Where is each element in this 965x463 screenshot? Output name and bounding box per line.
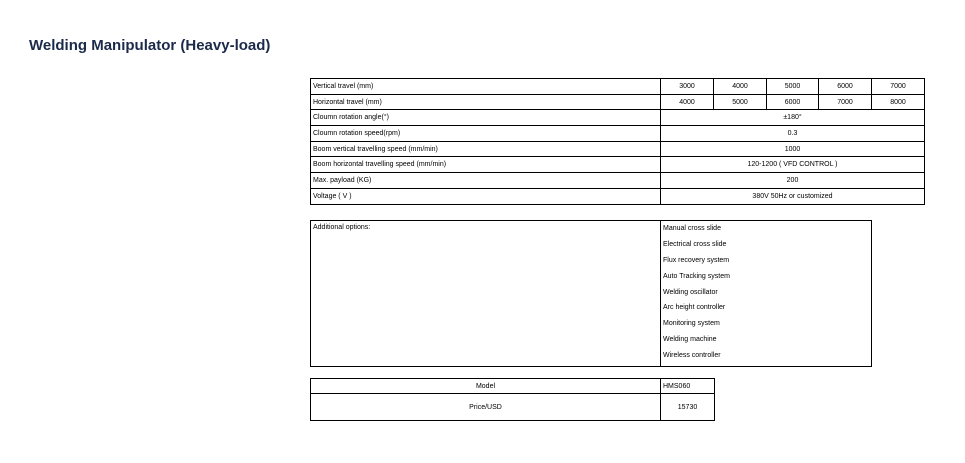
list-item: Arc height controller	[663, 304, 726, 312]
table-row	[311, 79, 925, 95]
list-item: Wireless controller	[663, 352, 721, 360]
page-title: Welding Manipulator (Heavy-load)	[29, 37, 271, 54]
model-value: HMS060	[661, 379, 715, 394]
spec-value: 5000	[767, 79, 819, 95]
table-row	[311, 173, 925, 189]
spec-value: 6000	[767, 94, 819, 110]
spec-label: Boom vertical travelling speed (mm/min)	[311, 141, 661, 157]
options-list	[661, 221, 872, 367]
spec-label: Boom horizontal travelling speed (mm/min)	[311, 157, 661, 173]
list-item: Auto Tracking system	[663, 272, 730, 280]
table-row	[311, 379, 715, 394]
spec-table	[310, 78, 925, 205]
model-label: Model	[311, 379, 661, 394]
options-label: Additional options:	[311, 221, 661, 367]
spec-label: Cloumn rotation angle(°)	[311, 110, 661, 126]
spec-label: Max. payload (KG)	[311, 173, 661, 189]
spec-label: Voltage ( V )	[311, 188, 661, 204]
table-row	[311, 221, 872, 367]
spec-value: 7000	[819, 94, 872, 110]
table-row	[311, 394, 715, 421]
list-item: Welding machine	[663, 336, 717, 344]
price-value: 15730	[661, 394, 715, 421]
spec-value: 200	[661, 173, 925, 189]
spec-value: 3000	[661, 79, 714, 95]
table-row	[311, 110, 925, 126]
price-label: Price/USD	[311, 394, 661, 421]
spec-value: 0.3	[661, 126, 925, 142]
spec-value: 7000	[872, 79, 925, 95]
table-row	[311, 94, 925, 110]
list-item: Flux recovery system	[663, 256, 730, 264]
spec-value: 5000	[714, 94, 767, 110]
spec-value: ±180°	[661, 110, 925, 126]
table-row	[311, 126, 925, 142]
table-row	[311, 157, 925, 173]
spec-value: 380V 50Hz or customized	[661, 188, 925, 204]
table-row	[311, 141, 925, 157]
list-item: Welding oscillator	[663, 288, 718, 296]
spec-value: 4000	[661, 94, 714, 110]
spec-value: 120-1200 ( VFD CONTROL )	[661, 157, 925, 173]
spec-label: Horizontal travel (mm)	[311, 94, 661, 110]
spec-value: 8000	[872, 94, 925, 110]
list-item: Electrical cross slide	[663, 240, 727, 248]
options-table	[310, 220, 872, 367]
table-row	[311, 188, 925, 204]
spec-label: Vertical travel (mm)	[311, 79, 661, 95]
list-item: Manual cross slide	[663, 225, 721, 232]
spec-value: 6000	[819, 79, 872, 95]
price-table	[310, 378, 715, 421]
spec-label: Cloumn rotation speed(rpm)	[311, 126, 661, 142]
spec-value: 1000	[661, 141, 925, 157]
list-item: Monitoring system	[663, 320, 720, 328]
spec-value: 4000	[714, 79, 767, 95]
